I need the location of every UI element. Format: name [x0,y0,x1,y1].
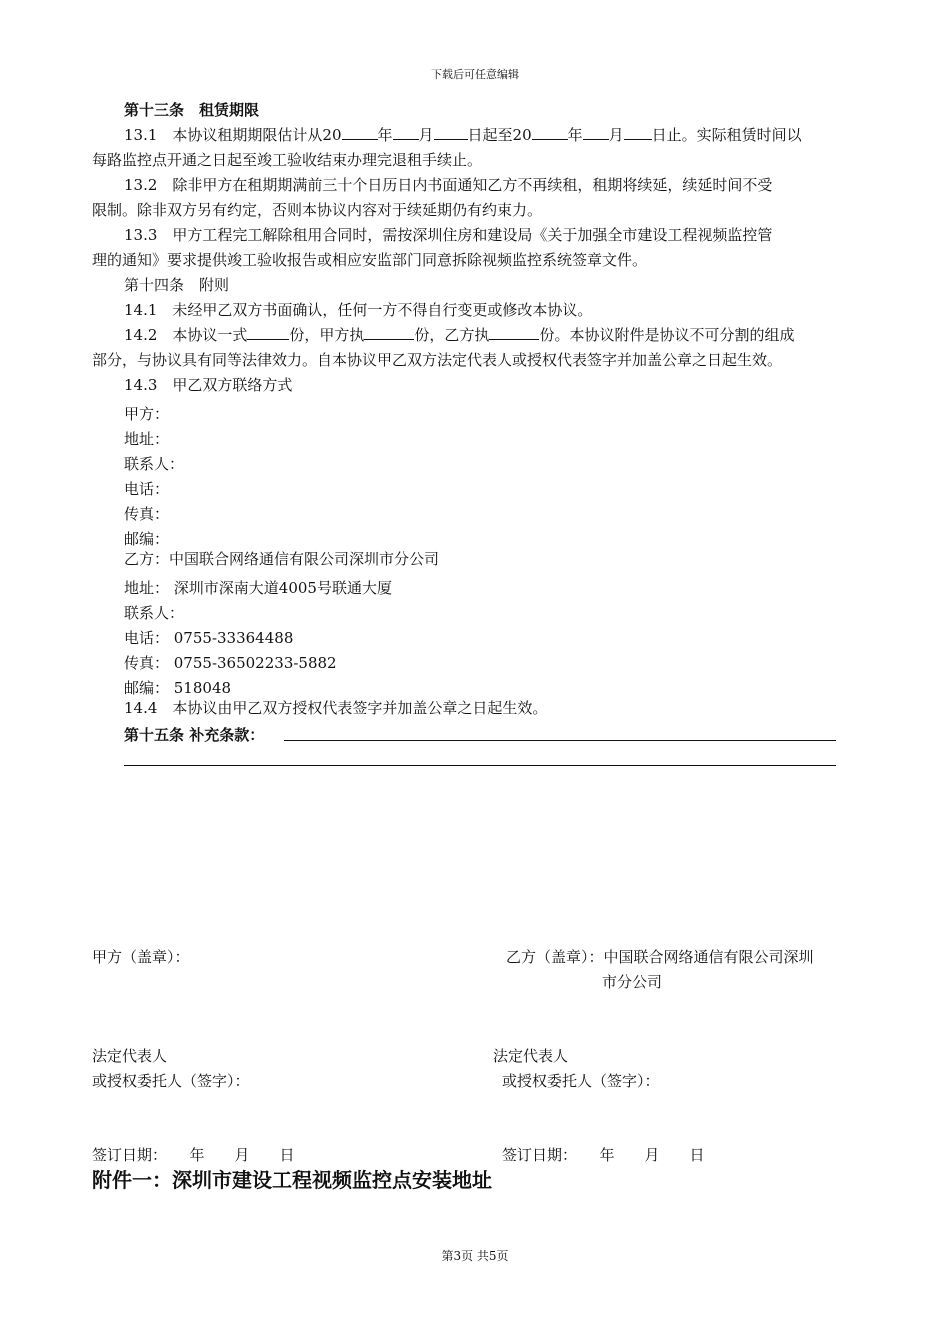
clause-text: 14.2 本协议一式 [124,326,248,344]
blank-line [489,325,539,340]
party-a-phone: 电话： [124,480,170,498]
clause-13-3-cont: 理的通知》要求提供竣工验收报告或相应安监部门同意拆除视频监控系统签章文件。 [92,251,648,269]
party-b-address: 地址： 深圳市深南大道4005号联通大厦 [124,579,392,597]
clause-14-2 [124,325,794,345]
blank-line [364,325,414,340]
article-15-title: 第十五条 补充条款： [124,726,265,744]
party-b-zip: 邮编： 518048 [124,679,232,697]
party-b-agent: 或授权委托人（签字）： [502,1072,660,1090]
clause-13-3: 13.3 甲方工程完工解除租用合同时，需按深圳住房和建设局《关于加强全市建设工程视频监控管 [124,226,773,244]
blank-line [583,125,609,140]
blank-line [393,125,419,140]
clause-13-1 [124,125,802,145]
party-b-contact: 联系人： [124,604,185,622]
party-a-seal: 甲方（盖章）： [92,948,190,966]
party-a-agent: 或授权委托人（签字）： [92,1072,250,1090]
blank-line [624,125,652,140]
party-b-name: 乙方：中国联合网络通信有限公司深圳市分公司 [124,550,440,568]
article-13-title: 第十三条 租赁期限 [124,101,260,119]
clause-text: 份。本协议附件是协议不可分割的组成 [539,326,795,344]
clause-text: 份，乙方执 [414,326,490,344]
blank-line [434,125,468,140]
clause-text: 日止。实际租赁时间以 [651,126,802,144]
party-a-sign-date: 签订日期： 年 月 日 [92,1146,295,1164]
party-b-seal: 乙方（盖章）：中国联合网络通信有限公司深圳 [506,948,814,966]
party-b-sign-date: 签订日期： 年 月 日 [502,1146,705,1164]
clause-text: 年 [377,126,393,144]
party-b-seal-cont: 市分公司 [602,973,663,991]
clause-text: 月 [418,126,434,144]
blank-line [532,125,568,140]
party-b-fax: 传真： 0755-36502233-5882 [124,654,337,672]
party-a-name: 甲方： [124,405,170,423]
clause-13-2: 13.2 除非甲方在租期期满前三十个日历日内书面通知乙方不再续租，租期将续延，续延时间不受 [124,176,773,194]
clause-14-1: 14.1 未经甲乙双方书面确认，任何一方不得自行变更或修改本协议。 [124,301,593,319]
blank-line [342,125,378,140]
party-a-contact: 联系人： [124,455,185,473]
clause-14-4: 14.4 本协议由甲乙双方授权代表签字并加盖公章之日起生效。 [124,699,548,717]
clause-13-1-cont: 每路监控点开通之日起至竣工验收结束办理完退租手续止。 [92,151,483,169]
party-a-zip: 邮编： [124,530,170,548]
clause-13-2-cont: 限制。除非双方另有约定，否则本协议内容对于续延期仍有约束力。 [92,201,543,219]
clause-14-3: 14.3 甲乙双方联络方式 [124,376,293,394]
clause-text: 13.1 本协议租期期限估计从20 [124,126,342,144]
page-footer: 第3页 共5页 [441,1249,509,1263]
clause-text: 份，甲方执 [289,326,365,344]
blank-line [247,325,289,340]
clause-text: 月 [608,126,624,144]
clause-text: 日起至20 [467,126,532,144]
party-b-representative: 法定代表人 [493,1047,569,1065]
clause-14-2-cont: 部分，与协议具有同等法律效力。自本协议甲乙双方法定代表人或授权代表签字并加盖公章之日起生效。 [92,351,783,369]
article-14-title: 第十四条 附则 [124,276,230,294]
annex-title: 附件一：深圳市建设工程视频监控点安装地址 [92,1168,492,1192]
supplement-line-1 [284,740,836,741]
party-a-fax: 传真： [124,505,170,523]
page-header: 下载后可任意编辑 [431,68,519,81]
party-a-address: 地址： [124,430,170,448]
party-b-phone: 电话： 0755-33364488 [124,629,294,647]
supplement-line-2 [124,765,836,766]
clause-text: 年 [567,126,583,144]
party-a-representative: 法定代表人 [92,1047,168,1065]
